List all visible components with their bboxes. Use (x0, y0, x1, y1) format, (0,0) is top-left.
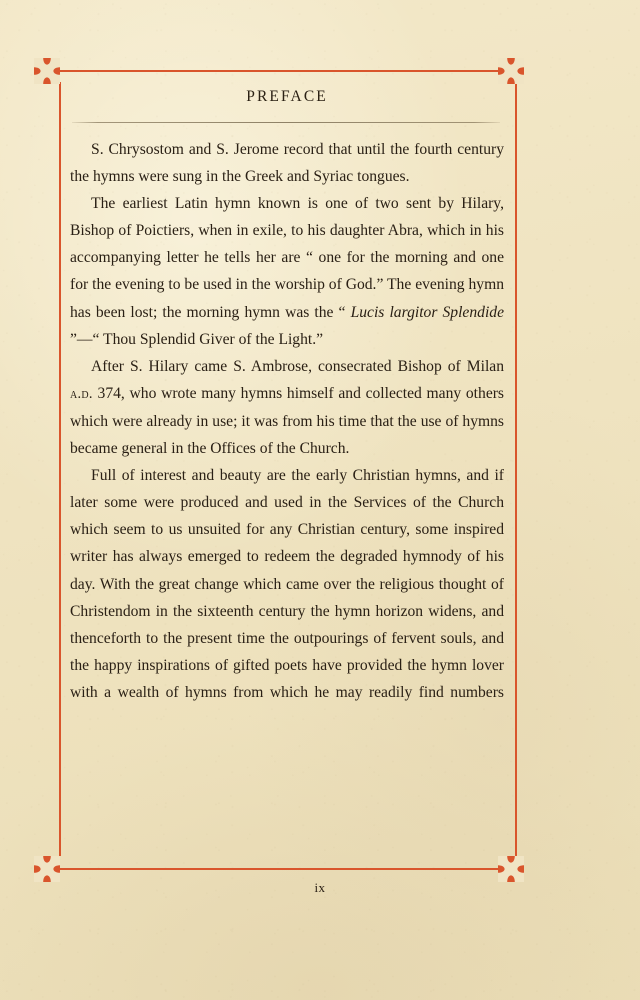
paragraph-p4 (70, 462, 504, 706)
text-run: 374, who wrote many hymns himself and collected many others which were already in use; it was from his time that the use of hymns became general in the Offices of the Church. (70, 384, 504, 458)
text-run: Full of interest and beauty are the early Christian hymns, and if later some were produced and used in the Services of the Church which seem to us unsuited for any Christian century, some inspired writer has always emerged to redeem the degraded hymnody of his day. With the great change which came over the religious thought of Christendom in the sixteenth century the hymn horizon widens, and thenceforth to the present time the outpourings of fervent souls, and the happy inspirations of gifted poets have provided the hymn lover with a wealth of hymns from which he may readily find numbers (70, 467, 504, 701)
paragraph-p1 (70, 136, 504, 190)
maltese-cross-icon-bottom-left (34, 856, 60, 882)
text-run: After S. Hilary came S. Ambrose, consecrated Bishop of Milan (91, 357, 504, 375)
frame-rule-top (48, 70, 512, 72)
text-run: S. Chrysostom and S. Jerome record that until the fourth century the hymns were sung in the Greek and Syriac tongues. (70, 141, 504, 186)
maltese-cross-icon-bottom-right (498, 856, 524, 882)
frame-rule-right (515, 82, 517, 856)
text-run: ”—“ Thou Splendid Giver of the Light.” (70, 330, 324, 348)
frame-rule-bottom (48, 868, 512, 870)
small-caps-run: a.d. (70, 385, 93, 402)
body-text (70, 136, 504, 706)
text-run: The earliest Latin hymn known is one of two sent by Hilary, Bishop of Poictiers, when in exile, to his daughter Abra, which in his accompanying letter he tells her are “ one for the morning and one for the evening to be used in the worship of God.” The evening hymn has been lost; the morning hymn was the “ (70, 195, 504, 321)
heading-divider-rule (72, 122, 500, 123)
paragraph-p2 (70, 190, 504, 353)
frame-rule-left (59, 82, 61, 856)
italic-run: Lucis largitor Splendide (350, 303, 504, 321)
maltese-cross-icon-top-left (34, 58, 60, 84)
page-title: PREFACE (246, 88, 328, 105)
paragraph-p3 (70, 353, 504, 462)
maltese-cross-icon-top-right (498, 58, 524, 84)
page-number: ix (314, 880, 326, 895)
